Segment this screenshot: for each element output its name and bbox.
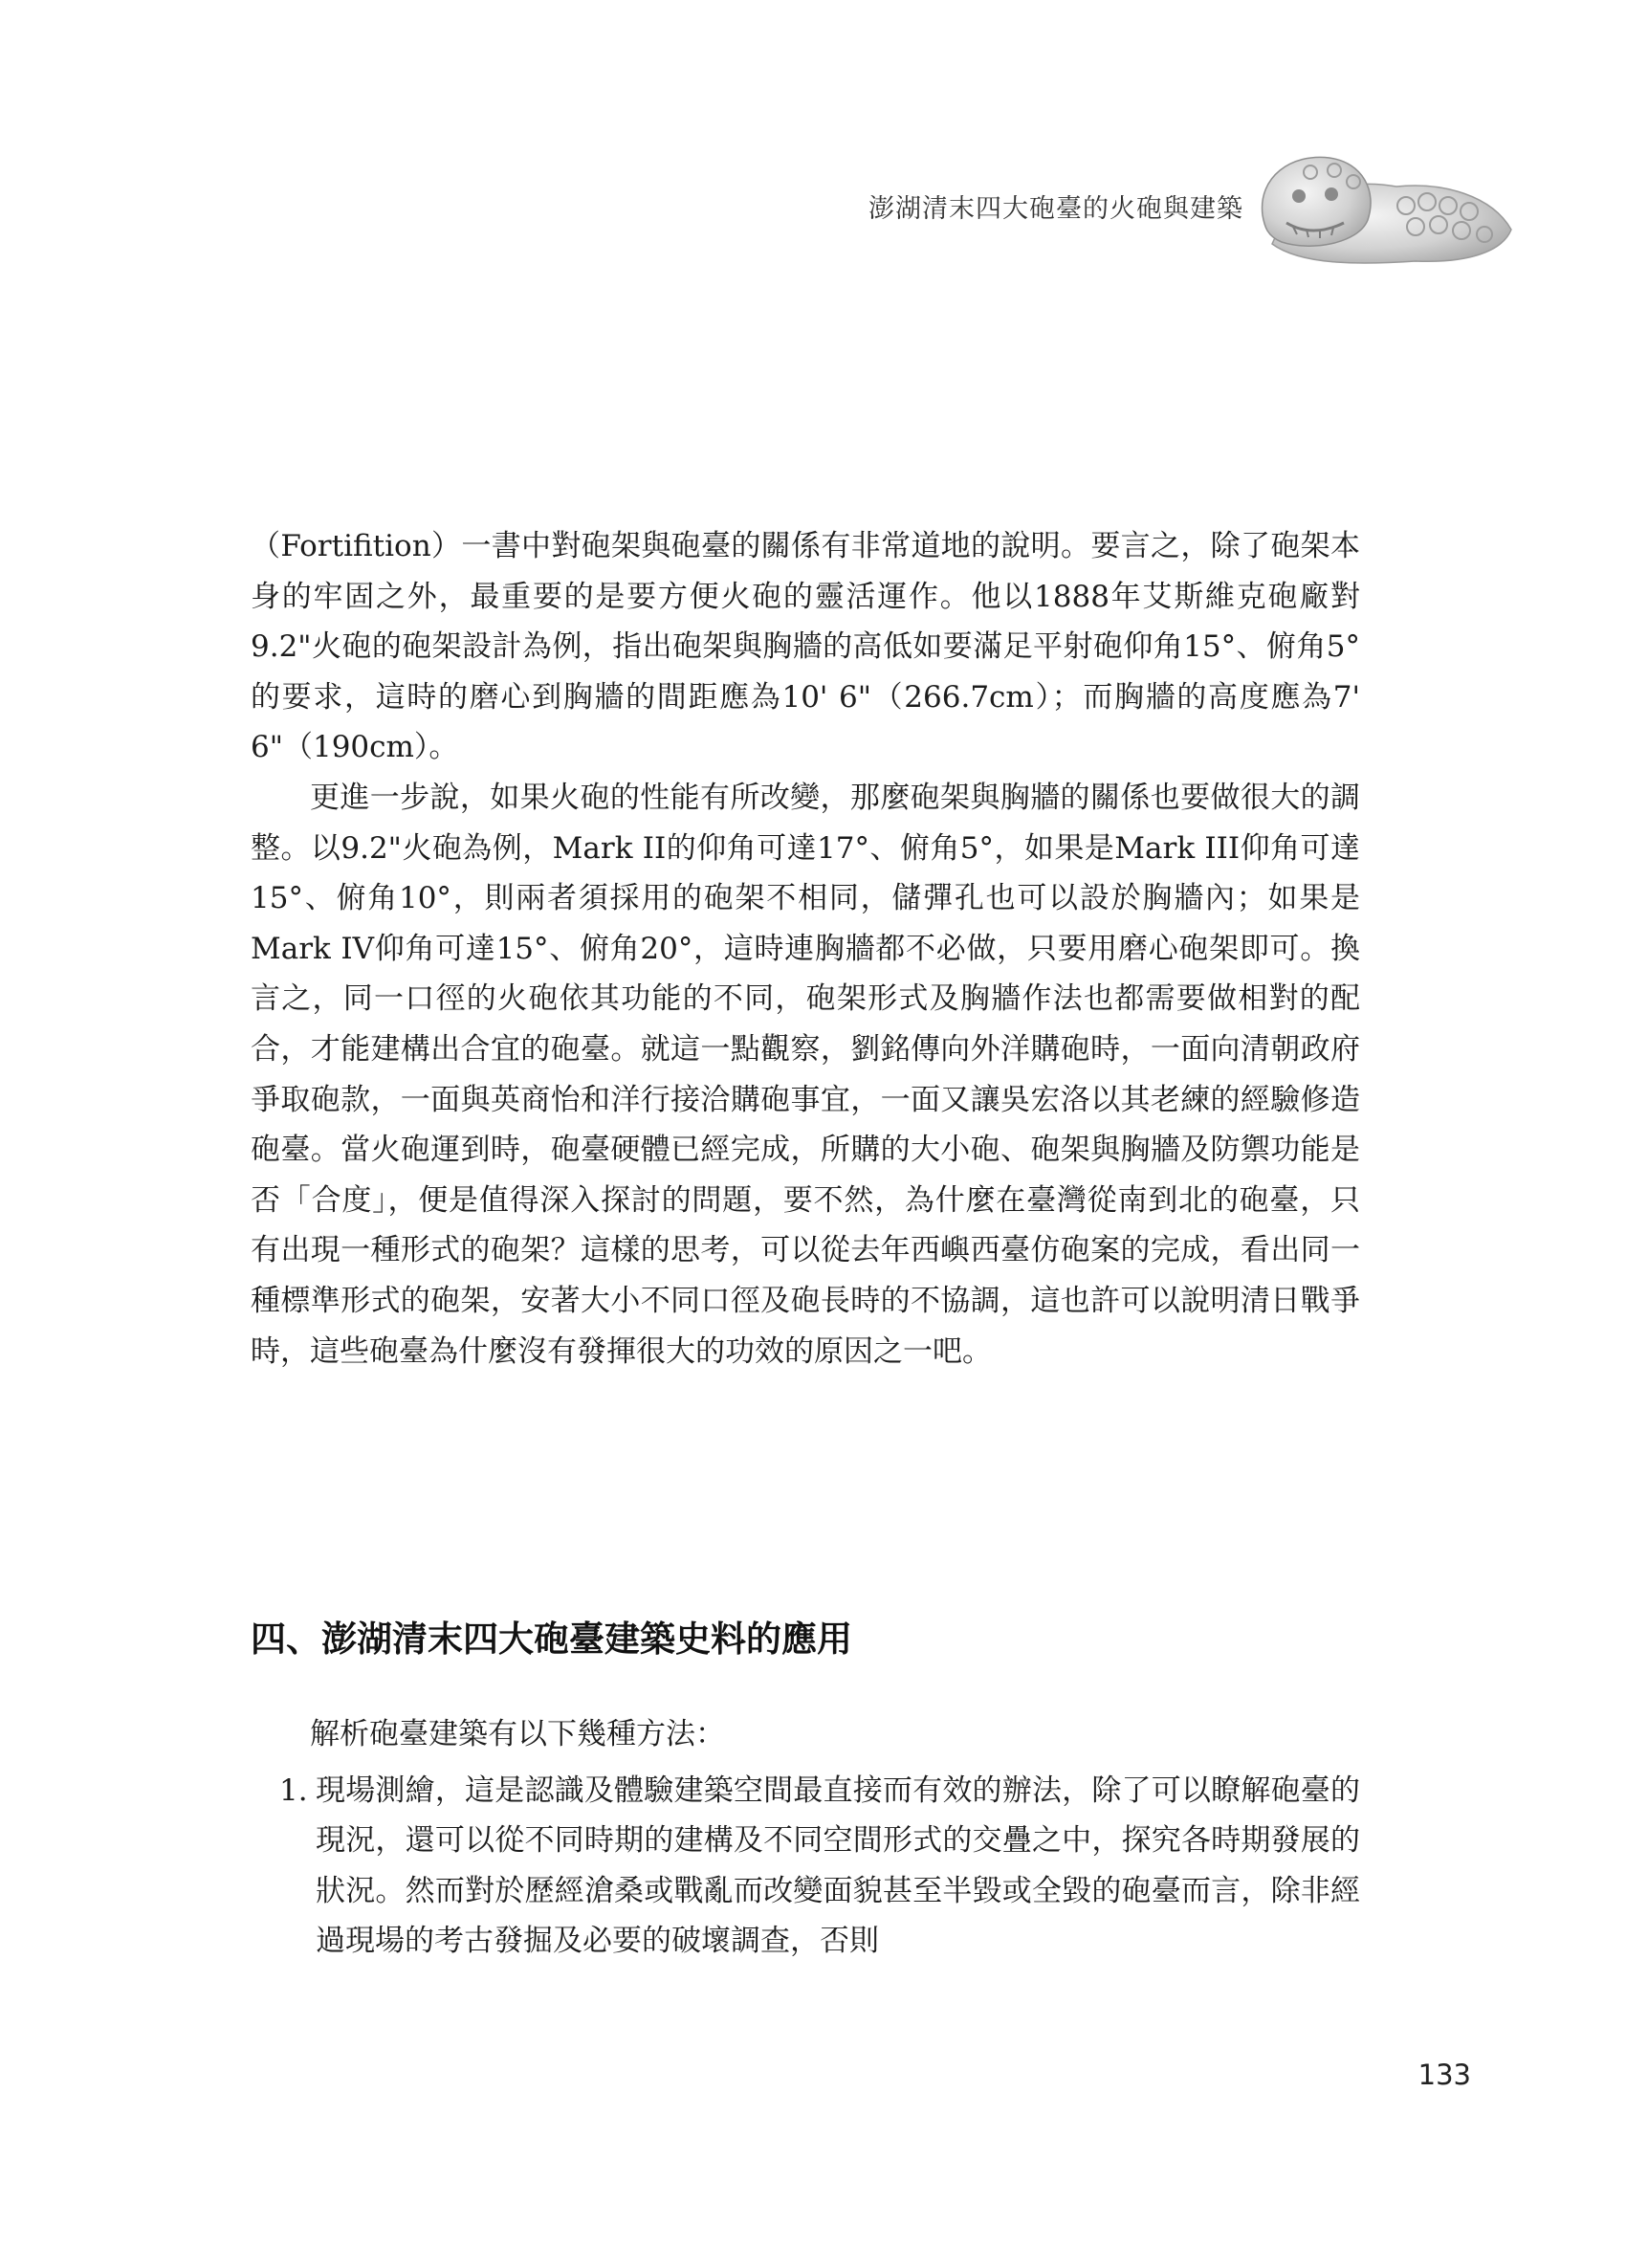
section-heading: 四、澎湖清末四大砲臺建築史料的應用 bbox=[251, 1618, 852, 1660]
paragraph: 更進一步說，如果火砲的性能有所改變，那麼砲架與胸牆的關係也要做很大的調整。以9.2"火砲為例，Mark II的仰角可達17°、俯角5°，如果是Mark III仰角可達15°、俯角10°，則兩者須採用的砲架不相同，儲彈孔也可以設於胸牆內；如果是Mark IV仰角可達15°、俯角20°，這時連胸牆都不必做，只要用磨心砲架即可。換言之，同一口徑的火砲依其功能的不同，砲架形式及胸牆作法也都需要做相對的配合，才能建構出合宜的砲臺。就這一點觀察，劉銘傳向外洋購砲時，一面向清朝政府爭取砲款，一面與英商怡和洋行接洽購砲事宜，一面又讓吳宏洛以其老練的經驗修造砲臺。當火砲運到時，砲臺硬體已經完成，所購的大小砲、砲架與胸牆及防禦功能是否「合度」，便是值得深入探討的問題，要不然，為什麼在臺灣從南到北的砲臺，只有出現一種形式的砲架？這樣的思考，可以從去年西嶼西臺仿砲案的完成，看出同一種標準形式的砲架，安著大小不同口徑及砲長時的不協調，這也許可以說明清日戰爭時，這些砲臺為什麼沒有發揮很大的功效的原因之一吧。 bbox=[251, 780, 1360, 1369]
stone-lion-icon bbox=[1253, 139, 1521, 273]
section-intro: 解析砲臺建築有以下幾種方法： bbox=[310, 1717, 725, 1751]
running-head: 澎湖清末四大砲臺的火砲與建築 bbox=[868, 194, 1243, 224]
list-number: 1. bbox=[279, 1773, 308, 1808]
paragraph: （Fortifition）一書中對砲架與砲臺的關係有非常道地的說明。要言之，除了砲架本身的牢固之外，最重要的是要方便火砲的靈活運作。他以1888年艾斯維克砲廠對9.2"火砲的砲架設計為例，指出砲架與胸牆的高低如要滿足平射砲仰角15°、俯角5°的要求，這時的磨心到胸牆的間距應為10' 6"（266.7cm）；而胸牆的高度應為7' 6"（190cm）。 bbox=[251, 529, 1360, 765]
body-text bbox=[251, 521, 1360, 1376]
section-body bbox=[251, 1709, 1360, 1967]
list-item bbox=[251, 1766, 1360, 1967]
page-number: 133 bbox=[1417, 2059, 1471, 2091]
list-text: 現場測繪，這是認識及體驗建築空間最直接而有效的辦法，除了可以瞭解砲臺的現況，還可以從不同時期的建構及不同空間形式的交疊之中，探究各時期發展的狀況。然而對於歷經滄桑或戰亂而改變面貌甚至半毀或全毀的砲臺而言，除非經過現場的考古發掘及必要的破壞調查，否則 bbox=[316, 1773, 1360, 1959]
